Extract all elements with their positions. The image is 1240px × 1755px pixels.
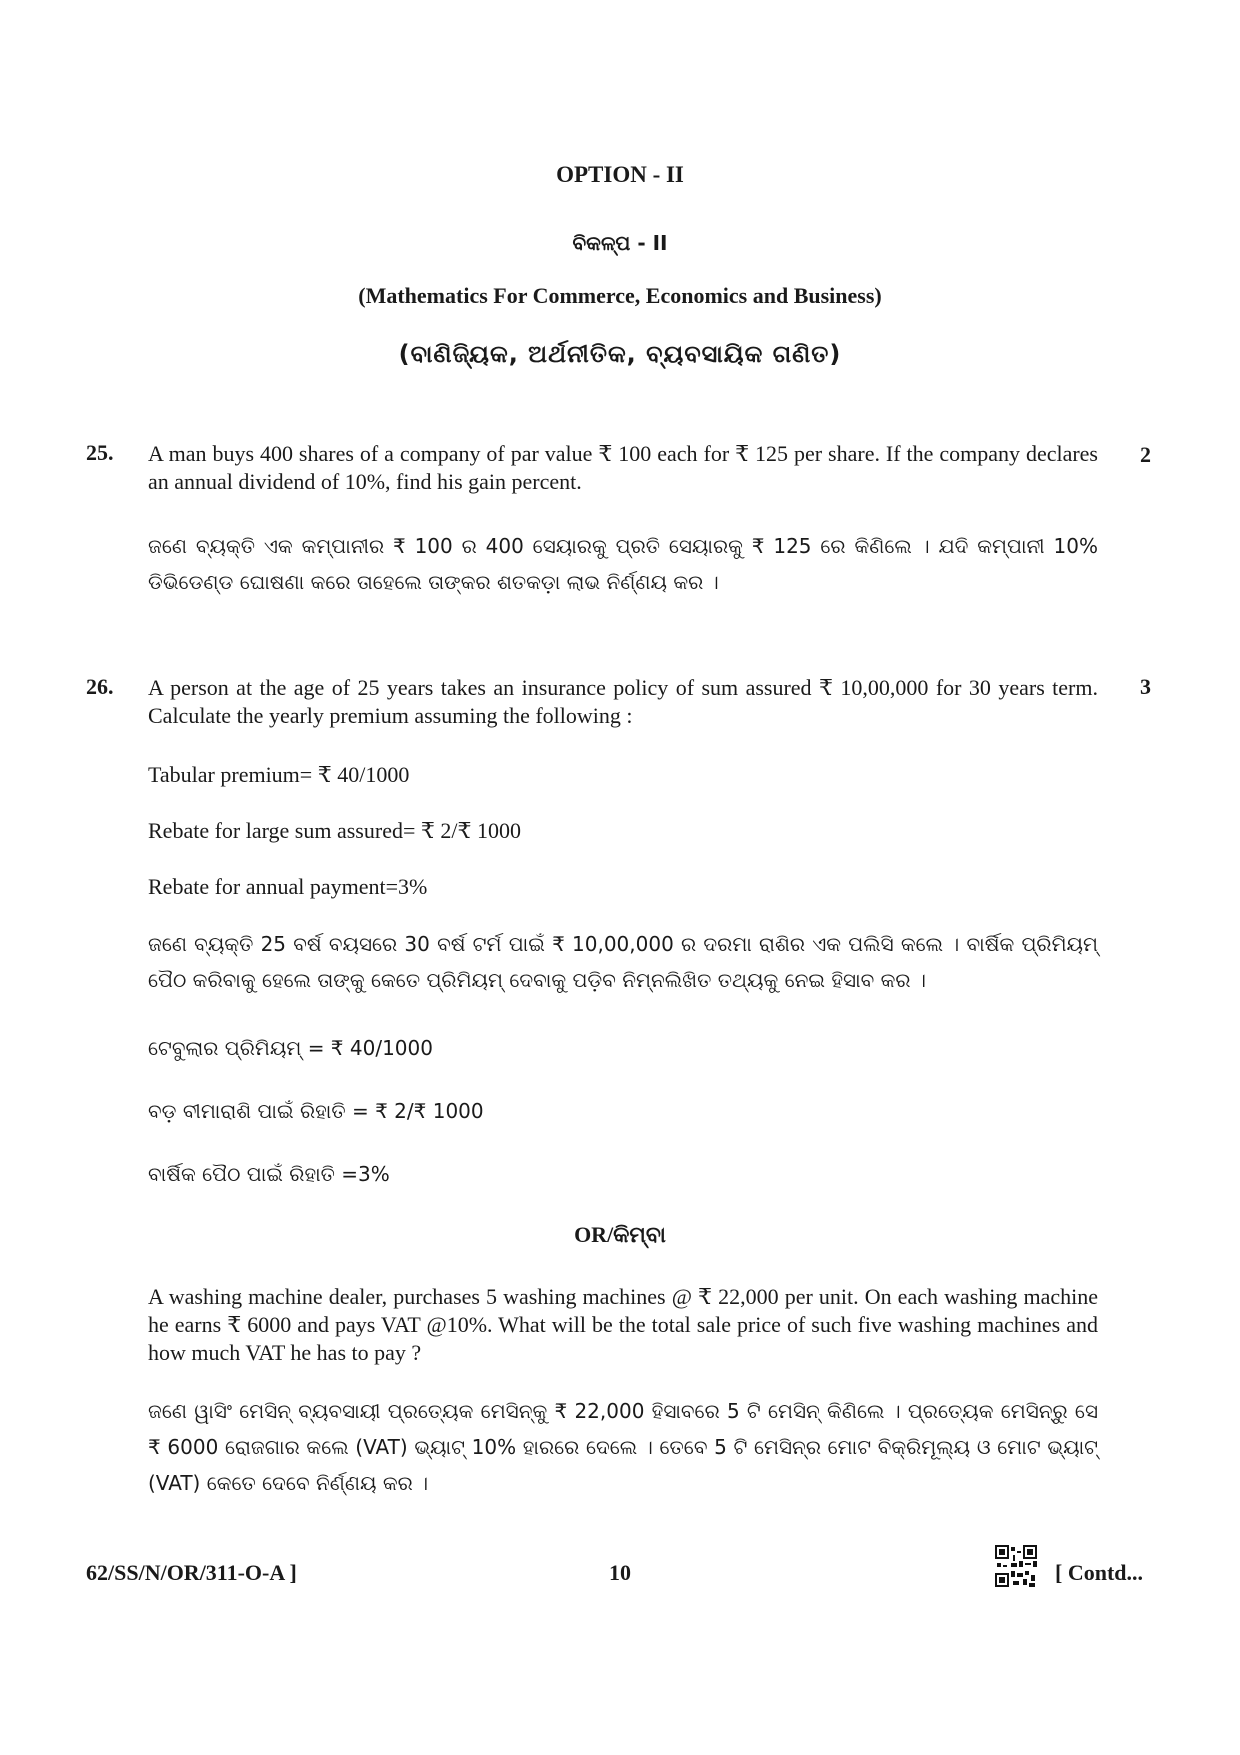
large-sum-rebate-line-odia: ବଡ଼ ବୀମାରାଶି ପାଇଁ ରିହାତି = ₹ 2/₹ 1000 bbox=[148, 1099, 484, 1123]
option-heading: OPTION - II bbox=[556, 162, 684, 187]
continued-label: [ Contd... bbox=[1055, 1560, 1144, 1585]
question-26-alt-text-odia: ଜଣେ ୱାସିଂ ମେସିନ୍ ବ୍ୟବସାୟୀ ପ୍ରତ୍ୟେକ ମେସିନ୍‌କୁ ₹ 22,000 ହିସାବରେ 5 ଟି ମେସିନ୍ କିଣିଲେ । ପ୍ରତ୍ୟେକ ମେସିନ୍‌ରୁ ସେ ₹ 6000 ରୋଜଗାର କଲେ (VAT) ଭ୍ୟାଟ୍ 10% ହାରରେ ଦେଲେ । ତେବେ 5 ଟି ମେସିନ୍‌ର ମୋଟ ବିକ୍ରିମୂଲ୍ୟ ଓ ମୋଟ ଭ୍ୟାଟ୍ (VAT) କେତେ ଦେବେ ନିର୍ଣ୍ଣୟ କର । bbox=[148, 1399, 1098, 1495]
or-heading: OR/କିମ୍ବା bbox=[574, 1222, 666, 1247]
question-25-number: 25. bbox=[86, 440, 114, 465]
question-25-marks: 2 bbox=[1140, 442, 1151, 467]
question-26-text-odia: ଜଣେ ବ୍ୟକ୍ତି 25 ବର୍ଷ ବୟସରେ 30 ବର୍ଷ ଟର୍ମ ପାଇଁ ₹ 10,00,000 ର ଦରମା ରାଶିର ଏକ ପଲିସି କଲେ । ବାର୍ଷିକ ପ୍ରିମିୟମ୍ ପୈଠ କରିବାକୁ ହେଲେ ତାଙ୍କୁ କେତେ ପ୍ରିମିୟମ୍ ଦେବାକୁ ପଡ଼ିବ ନିମ୍ନଲିଖିତ ତଥ୍ୟକୁ ନେଇ ହିସାବ କର । bbox=[148, 932, 1098, 992]
qr-code-icon bbox=[995, 1545, 1037, 1587]
question-25-text: A man buys 400 shares of a company of par value ₹ 100 each for ₹ 125 per share. If the company declares an annual dividend of 10%, find his gain percent. bbox=[148, 441, 1098, 494]
paper-code: 62/SS/N/OR/311-O-A ] bbox=[86, 1560, 297, 1585]
question-26-marks: 3 bbox=[1140, 674, 1151, 699]
large-sum-rebate-line: Rebate for large sum assured= ₹ 2/₹ 1000 bbox=[148, 818, 521, 843]
subject-heading-odia: (ବାଣିଜ୍ୟିକ, ଅର୍ଥନୀତିକ, ବ୍ୟବସାୟିକ ଗଣିତ) bbox=[398, 340, 842, 368]
question-25-text-odia: ଜଣେ ବ୍ୟକ୍ତି ଏକ କମ୍ପାନୀର ₹ 100 ର 400 ସେୟାରକୁ ପ୍ରତି ସେୟାରକୁ ₹ 125 ରେ କିଣିଲେ । ଯଦି କମ୍ପାନୀ 10% ଡିଭିଡେଣ୍ଡ ଘୋଷଣା କରେ ତାହେଲେ ତାଙ୍କର ଶତକଡ଼ା ଲାଭ ନିର୍ଣ୍ଣୟ କର । bbox=[148, 534, 1098, 594]
tabular-premium-line-odia: ଟେବୁଲାର ପ୍ରିମିୟମ୍ = ₹ 40/1000 bbox=[148, 1036, 433, 1060]
subject-heading: (Mathematics For Commerce, Economics and Business) bbox=[358, 283, 882, 308]
question-26-text: A person at the age of 25 years takes an insurance policy of sum assured ₹ 10,00,000 for 30 years term. Calculate the yearly premium assuming the following : bbox=[148, 675, 1098, 728]
question-26-alt-text: A washing machine dealer, purchases 5 washing machines @ ₹ 22,000 per unit. On each washing machine he earns ₹ 6000 and pays VAT @10%. What will be the total sale price of such five washing machines and how much VAT he has to pay ? bbox=[148, 1284, 1098, 1365]
annual-payment-rebate-line: Rebate for annual payment=3% bbox=[148, 874, 428, 899]
option-heading-odia: ବିକଳ୍ପ - II bbox=[572, 231, 668, 255]
annual-payment-rebate-line-odia: ବାର୍ଷିକ ପୈଠ ପାଇଁ ରିହାତି =3% bbox=[148, 1162, 390, 1186]
page-number: 10 bbox=[609, 1560, 631, 1585]
tabular-premium-line: Tabular premium= ₹ 40/1000 bbox=[148, 762, 410, 787]
question-26-number: 26. bbox=[86, 674, 114, 699]
